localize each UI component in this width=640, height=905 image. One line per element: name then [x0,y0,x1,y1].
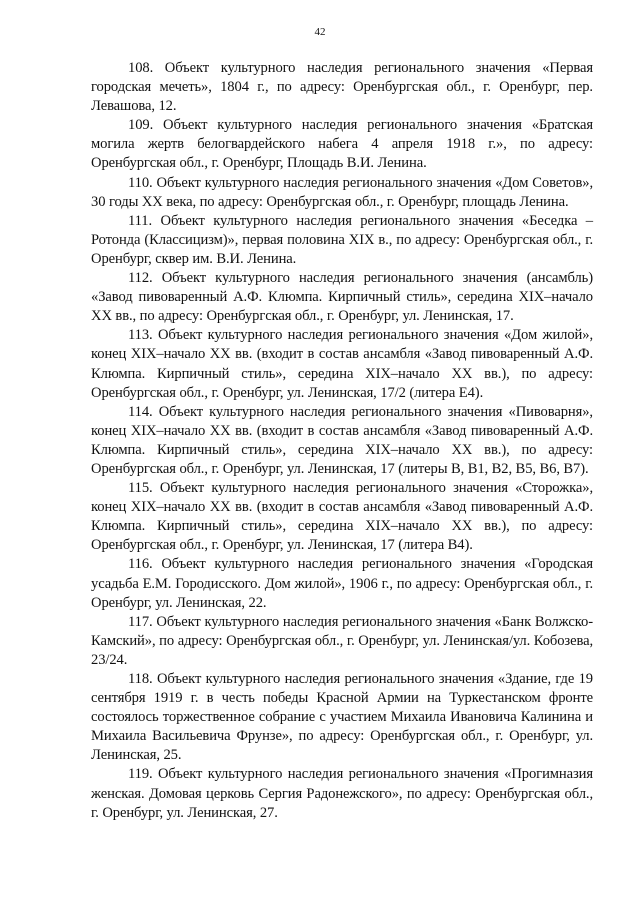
list-item-117: 117. Объект культурного наследия регионального значения «Банк Волжско-Камский», по адресу: Оренбургская обл., г. Оренбург, ул. Ленинская/ул. Кобозева, 23/24. [91,613,593,668]
page-number: 42 [314,26,326,38]
list-item-108: 108. Объект культурного наследия регионального значения «Первая городская мечеть», 1804 г., по адресу: Оренбургская обл., г. Оренбург, пер. Левашова, 12. [91,60,593,115]
list-item-111: 111. Объект культурного наследия регионального значения «Беседка – Ротонда (Классицизм)», первая половина XIX в., по адресу: Оренбургская обл., г. Оренбург, сквер им. В.И. Ленина. [91,212,593,267]
list-item-114: 114. Объект культурного наследия регионального значения «Пивоварня», конец XIX–начало XX вв. (входит в состав ансамбля «Завод пивоваренный А.Ф. Клюмпа. Кирпичный стиль», середина XIX–начало XX вв.), по адресу: Оренбургская обл., г. Оренбург, ул. Ленинская, 17 (литеры В, В1, В2, В5, В6, В7). [91,403,593,477]
document-body [91,59,593,823]
list-item-113: 113. Объект культурного наследия регионального значения «Дом жилой», конец XIX–начало XX вв. (входит в состав ансамбля «Завод пивоваренный А.Ф. Клюмпа. Кирпичный стиль», середина XIX–начало XX вв.), по адресу: Оренбургская обл., г. Оренбург, ул. Ленинская, 17/2 (литера Е4). [91,327,593,401]
list-item-110: 110. Объект культурного наследия регионального значения «Дом Советов», 30 годы XX века, по адресу: Оренбургская обл., г. Оренбург, площадь Ленина. [91,174,593,210]
list-item-118: 118. Объект культурного наследия регионального значения «Здание, где 19 сентября 1919 г. в честь победы Красной Армии на Туркестанском фронте состоялось торжественное собрание с участием Михаила Ивановича Калинина и Михаила Васильевича Фрунзе», по адресу: Оренбургская обл., г. Оренбург, ул. Ленинская, 25. [91,671,593,764]
list-item-116: 116. Объект культурного наследия регионального значения «Городская усадьба Е.М. Городисского. Дом жилой», 1906 г., по адресу: Оренбургская обл., г. Оренбург, ул. Ленинская, 22. [91,556,593,611]
list-item-112: 112. Объект культурного наследия регионального значения (ансамбль) «Завод пивоваренный А.Ф. Клюмпа. Кирпичный стиль», середина XIX–начало XX вв., по адресу: Оренбургская обл., г. Оренбург, ул. Ленинская, 17. [91,270,593,325]
list-item-119: 119. Объект культурного наследия регионального значения «Прогимназия женская. Домовая церковь Сергия Радонежского», по адресу: Оренбургская обл., г. Оренбург, ул. Ленинская, 27. [91,766,593,821]
list-item-109: 109. Объект культурного наследия регионального значения «Братская могила жертв белогвардейского набега 4 апреля 1918 г.», по адресу: Оренбургская обл., г. Оренбург, Площадь В.И. Ленина. [91,117,593,172]
list-item-115: 115. Объект культурного наследия регионального значения «Сторожка», конец XIX–начало XX вв. (входит в состав ансамбля «Завод пивоваренный А.Ф. Клюмпа. Кирпичный стиль», середина XIX–начало XX вв.), по адресу: Оренбургская обл., г. Оренбург, ул. Ленинская, 17 (литера В4). [91,480,593,554]
